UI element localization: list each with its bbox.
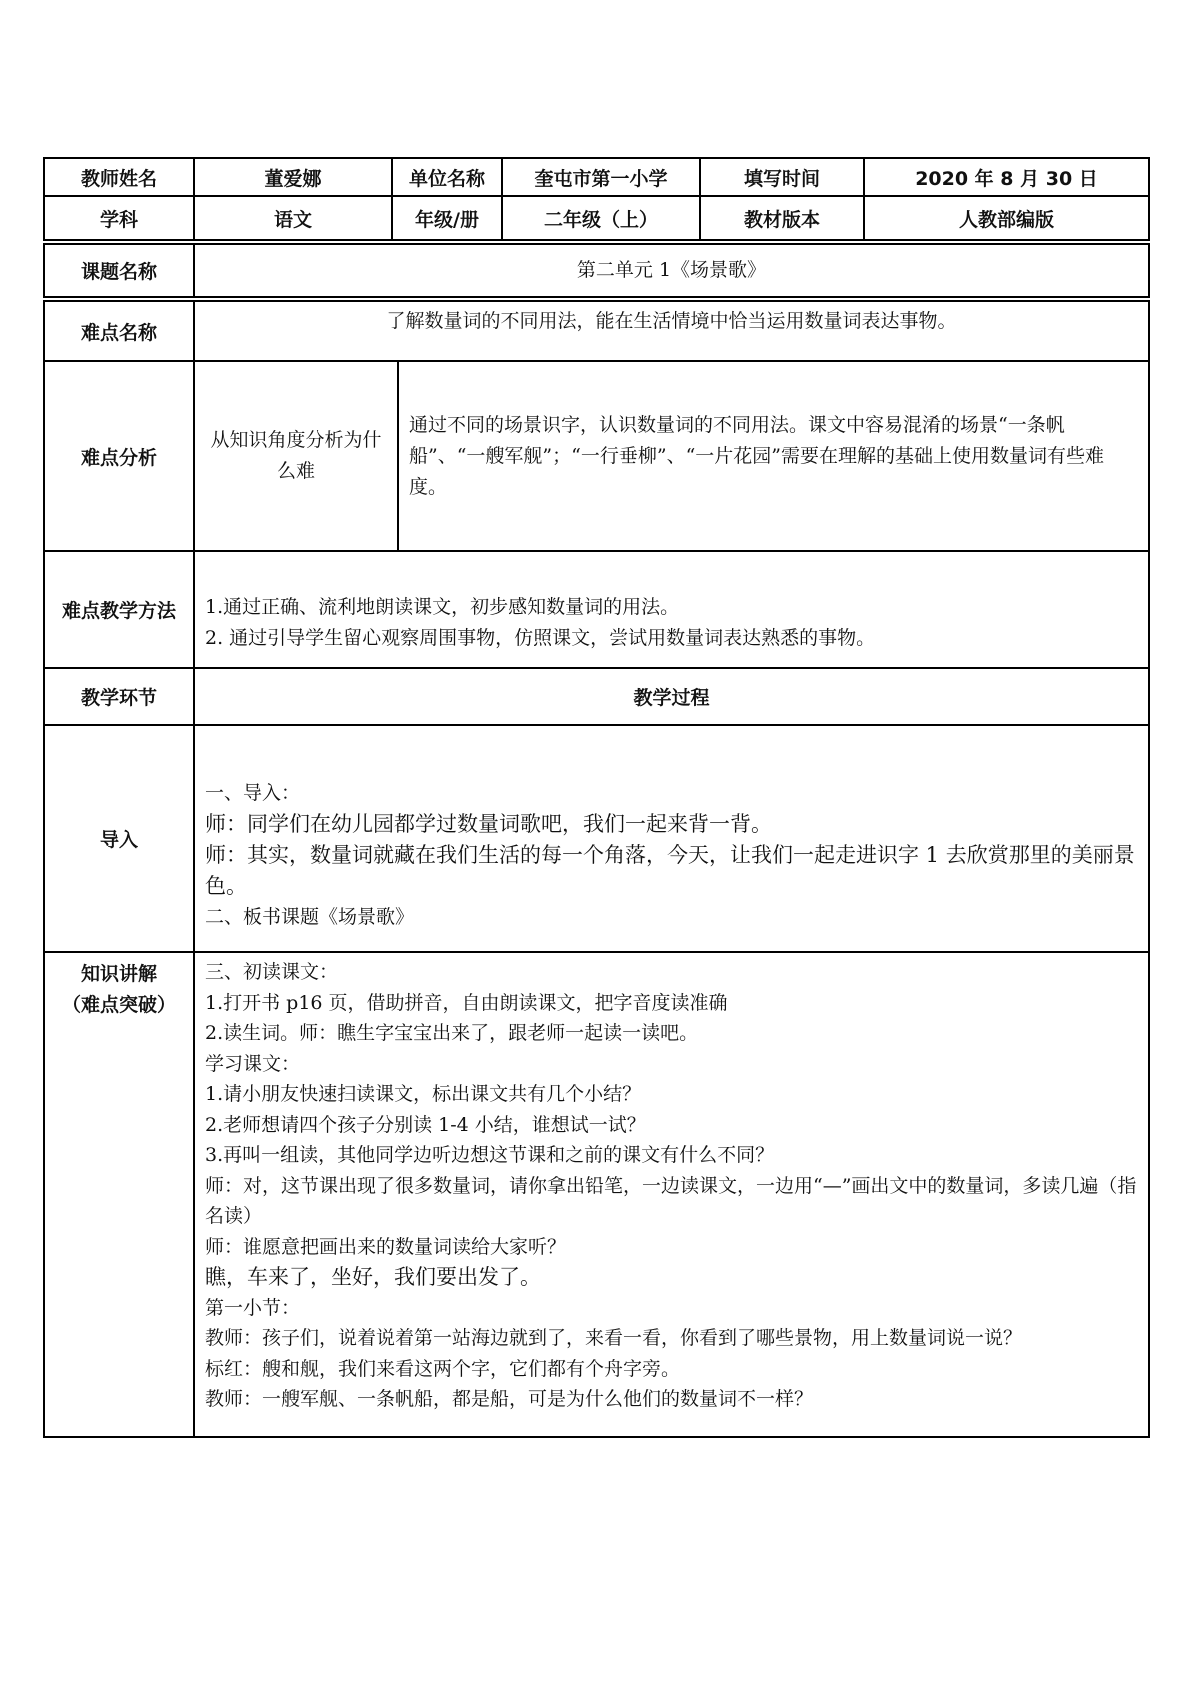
- fill-time-label: 填写时间: [701, 159, 865, 195]
- grade-label: 年级/册: [393, 197, 503, 239]
- teacher-name-label: 教师姓名: [45, 159, 195, 195]
- intro-line-3: 师：其实，数量词就藏在我们生活的每一个角落，今天，让我们一起走进识字 1 去欣赏那里的美丽景色。: [205, 843, 1135, 898]
- knowledge-line-1: 三、初读课文：: [205, 961, 339, 983]
- knowledge-line-7: 3.再叫一组读，其他同学边听边想这节课和之前的课文有什么不同？: [205, 1144, 775, 1166]
- lesson-plan-table: [43, 157, 1150, 1438]
- knowledge-line-12: 教师：孩子们，说着说着第一站海边就到了，来看一看，你看到了哪些景物，用上数量词说一说？: [205, 1327, 1023, 1349]
- knowledge-line-10: 瞧，车来了，坐好，我们要出发了。: [205, 1265, 541, 1289]
- process-value: 教学过程: [633, 687, 710, 709]
- teacher-name: 董爱娜: [195, 159, 393, 195]
- knowledge-line-5: 1.请小朋友快速扫读课文，标出课文共有几个小结？: [205, 1083, 642, 1105]
- topic-value: 第二单元 1《场景歌》: [576, 259, 767, 281]
- difficulty-label: 难点名称: [45, 302, 195, 360]
- knowledge-line-14: 教师：一艘军舰、一条帆船，都是船，可是为什么他们的数量词不一样？: [205, 1388, 814, 1410]
- difficulty-row: [43, 300, 1150, 362]
- fill-time: 2020 年 8 月 30 日: [915, 167, 1098, 190]
- process-label: 教学环节: [45, 669, 195, 724]
- knowledge-row: [43, 953, 1150, 1438]
- analysis-text: 通过不同的场景识字，认识数量词的不同用法。课文中容易混淆的场景“一条帆船”、“一艘军舰”；“一行垂柳”、“一片花园”需要在理解的基础上使用数量词有些难度。: [409, 413, 1104, 498]
- textbook-label: 教材版本: [701, 197, 865, 239]
- knowledge-line-9: 师：谁愿意把画出来的数量词读给大家听？: [205, 1235, 567, 1258]
- intro-line-1: 一、导入：: [205, 782, 301, 804]
- unit-label: 单位名称: [393, 159, 503, 195]
- method-line-2: 2. 通过引导学生留心观察周围事物，仿照课文，尝试用数量词表达熟悉的事物。: [205, 626, 876, 649]
- intro-line-4: 二、板书课题《场景歌》: [205, 906, 415, 928]
- knowledge-line-4: 学习课文：: [205, 1052, 301, 1075]
- knowledge-line-3: 2.读生词。师：瞧生字宝宝出来了，跟老师一起读一读吧。: [205, 1022, 699, 1044]
- knowledge-label: [45, 953, 195, 1436]
- difficulty-value: 了解数量词的不同用法，能在生活情境中恰当运用数量词表达事物。: [386, 310, 957, 332]
- analysis-label: 难点分析: [45, 362, 195, 550]
- grade: 二年级（上）: [503, 197, 701, 239]
- topic-label: 课题名称: [45, 245, 195, 296]
- intro-row: [43, 726, 1150, 953]
- knowledge-line-13: 标红：艘和舰，我们来看这两个字，它们都有个舟字旁。: [205, 1357, 681, 1380]
- intro-text: [195, 726, 1148, 951]
- intro-label: 导入: [45, 726, 195, 951]
- knowledge-line-8: 师：对，这节课出现了很多数量词，请你拿出铅笔，一边读课文，一边用“—”画出文中的数量词，多读几遍（指名读）: [205, 1174, 1137, 1227]
- knowledge-line-2: 1.打开书 p16 页，借助拼音，自由朗读课文，把字音度读准确: [205, 991, 728, 1014]
- subject: 语文: [195, 197, 393, 239]
- method-row: [43, 552, 1150, 669]
- knowledge-line-11: 第一小节：: [205, 1296, 301, 1319]
- knowledge-line-6: 2.老师想请四个孩子分别读 1-4 小结，谁想试一试？: [205, 1113, 646, 1136]
- analysis-row: [43, 362, 1150, 552]
- process-header-row: [43, 669, 1150, 726]
- method-label: 难点教学方法: [45, 552, 195, 667]
- intro-line-2: 师：同学们在幼儿园都学过数量词歌吧，我们一起来背一背。: [205, 812, 772, 836]
- method-text: [195, 552, 1148, 667]
- subject-label: 学科: [45, 197, 195, 239]
- textbook: 人教部编版: [958, 208, 1054, 231]
- unit-name: 奎屯市第一小学: [503, 159, 701, 195]
- info-row-2: [43, 197, 1150, 241]
- knowledge-label-line-2: （难点突破）: [61, 994, 176, 1016]
- method-line-1: 1.通过正确、流利地朗读课文，初步感知数量词的用法。: [205, 595, 680, 618]
- analysis-sub-label: 从知识角度分析为什么难: [195, 362, 399, 550]
- knowledge-text: [195, 953, 1148, 1436]
- info-row-1: [43, 157, 1150, 197]
- knowledge-label-line-1: 知识讲解: [80, 963, 157, 985]
- topic-row: [43, 243, 1150, 298]
